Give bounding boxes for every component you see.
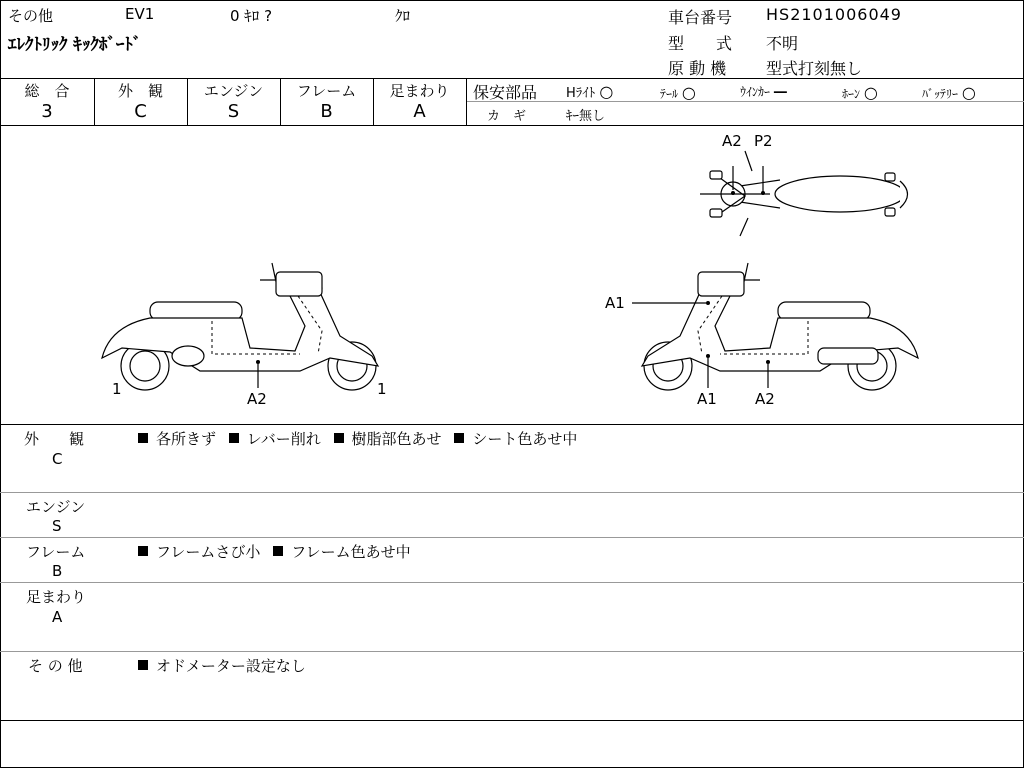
scooter-right-view <box>632 263 918 390</box>
note-item: 各所きず <box>156 430 217 448</box>
note-items <box>138 655 314 676</box>
grade-value-engine: S <box>227 101 240 122</box>
grade-value-frame: B <box>320 101 333 122</box>
safety-item-label: Hﾗｲﾄ <box>566 86 596 101</box>
mileage: 0 ｷﾛ ? <box>230 7 273 25</box>
bullet-icon <box>138 660 148 670</box>
safety-item-winker <box>740 83 787 100</box>
label-left-1b: 1 <box>377 380 387 398</box>
note-item: 樹脂部色あせ <box>351 430 442 448</box>
divider <box>0 78 1024 79</box>
divider <box>0 582 1024 583</box>
safety-item-battery <box>922 83 976 102</box>
note-grade: B <box>52 562 63 580</box>
safety-item-mark: ○ <box>599 82 614 101</box>
grade-label-overall: 総 合 <box>24 82 70 100</box>
vehicle-name: ｴﾚｸﾄﾘｯｸ ｷｯｸﾎﾞｰﾄﾞ <box>8 35 142 55</box>
safety-item-mark: ○ <box>863 83 878 102</box>
safety-item-tail <box>660 83 696 102</box>
divider <box>0 720 1024 721</box>
frame-number-label: 車台番号 <box>668 8 733 27</box>
safety-item-horn <box>842 83 878 102</box>
label-left-a2: A2 <box>247 390 267 408</box>
label-top-p2: P2 <box>754 132 773 150</box>
damage-diagram <box>0 126 1024 424</box>
safety-item-headlight <box>566 82 613 101</box>
bullet-icon <box>454 433 464 443</box>
note-items <box>138 541 419 562</box>
divider <box>0 537 1024 538</box>
label-right-a2: A2 <box>755 390 775 408</box>
safety-title: 保安部品 <box>473 83 538 102</box>
note-title: エンジン <box>26 498 86 516</box>
note-item: オドメーター設定なし <box>156 657 306 675</box>
grade-label-frame: フレーム <box>296 82 357 100</box>
note-grade: A <box>52 608 63 626</box>
note-grade: C <box>52 450 63 468</box>
note-item: フレームさび小 <box>156 543 261 561</box>
type-label: 型 式 <box>668 34 733 53</box>
note-item: シート色あせ中 <box>472 430 578 448</box>
note-title: 足まわり <box>26 588 87 606</box>
bullet-icon <box>138 433 148 443</box>
divider <box>0 651 1024 652</box>
grade-label-suspension: 足まわり <box>389 82 450 100</box>
safety-item-mark: ― <box>773 85 787 100</box>
color: ｸﾛ <box>395 7 411 25</box>
other-label: その他 <box>8 7 54 25</box>
safety-item-mark: ○ <box>681 83 696 102</box>
key-value: ｷｰ無し <box>566 109 606 124</box>
note-title: そ の 他 <box>28 657 83 675</box>
note-title: フレーム <box>26 543 86 561</box>
note-item: フレーム色あせ中 <box>291 543 411 561</box>
model-code: EV1 <box>125 5 155 23</box>
grade-value-appearance: C <box>134 101 147 122</box>
bullet-icon <box>229 433 239 443</box>
note-item: レバー削れ <box>246 430 321 448</box>
note-title: 外 観 <box>24 430 85 448</box>
bullet-icon <box>138 546 148 556</box>
divider <box>466 78 467 125</box>
grade-label-appearance: 外 観 <box>117 82 163 100</box>
engine-value: 型式打刻無し <box>766 59 863 78</box>
grade-value-suspension: A <box>413 101 426 122</box>
frame-number: HS2101006049 <box>766 5 902 24</box>
key-label: カ ギ <box>487 109 527 124</box>
divider <box>0 424 1024 425</box>
scooter-left-view <box>102 263 378 390</box>
type-value: 不明 <box>766 34 799 53</box>
bullet-icon <box>273 546 283 556</box>
engine-label: 原 動 機 <box>668 59 727 78</box>
grade-label-engine: エンジン <box>203 82 264 100</box>
bullet-icon <box>334 433 344 443</box>
grade-value-overall: 3 <box>41 101 53 122</box>
scooter-top-view <box>700 151 908 236</box>
safety-item-label: ﾎｰﾝ <box>842 87 861 101</box>
label-right-a1-upper: A1 <box>605 294 625 312</box>
safety-item-label: ﾃｰﾙ <box>660 87 679 101</box>
label-left-1a: 1 <box>112 380 122 398</box>
safety-item-label: ﾊﾞｯﾃﾘｰ <box>922 87 959 101</box>
note-items <box>138 428 585 449</box>
divider <box>0 492 1024 493</box>
safety-item-mark: ○ <box>961 83 976 102</box>
label-right-a1-lower: A1 <box>697 390 717 408</box>
safety-item-label: ｳｲﾝｶｰ <box>740 85 771 99</box>
label-top-a2: A2 <box>722 132 742 150</box>
note-grade: S <box>52 517 62 535</box>
